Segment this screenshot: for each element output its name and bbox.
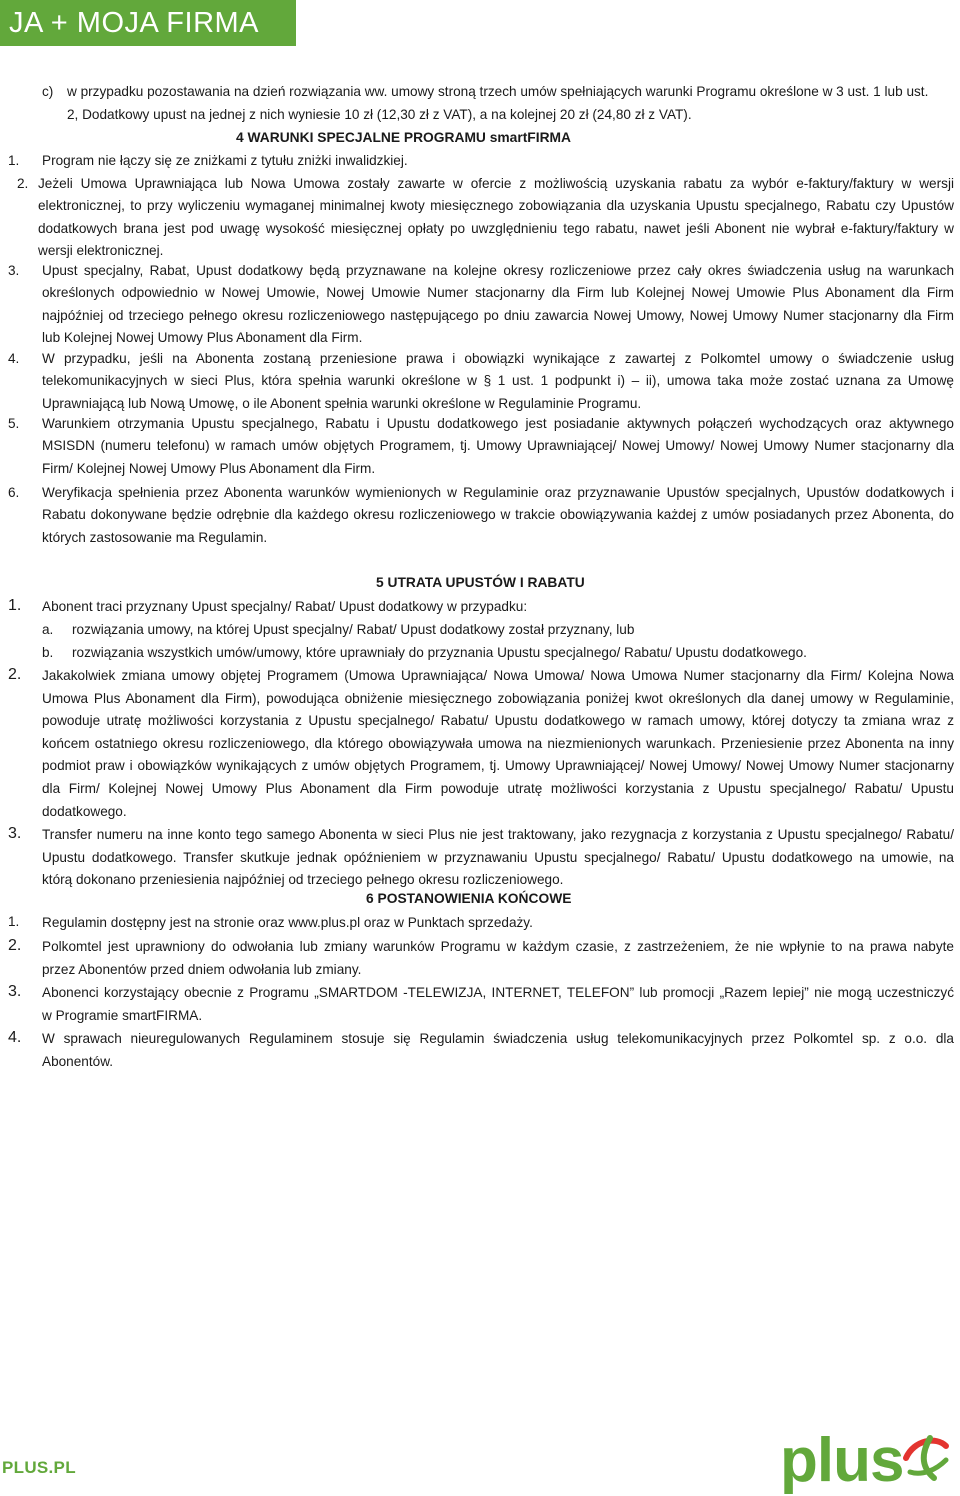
paragraph-line: Jakakolwiek zmiana umowy objętej Programem (Umowa Uprawniająca/ Nowa Umowa/ Nowa Umowa Numer stacjonarny dla Firm/ Kolejna Nowa bbox=[42, 668, 954, 683]
paragraph-line: powoduje utratę możliwości korzystania z Upustu specjalnego/ Rabatu/ Upustu dodatkowego w ramach umowy, której dotyczy ta zmiana wraz z bbox=[42, 713, 954, 729]
paragraph-line: Upust specjalny, Rabat, Upust dodatkowy będą przyznawane na kolejne okresy rozliczeniowe przez cały okres świadczenia usług na warunkach bbox=[42, 263, 954, 278]
paragraph-line: MSISDN (numeru telefonu) w ramach umów objętych Programem, tj. Umowy Uprawniającej/ Nowej Umowy/ Nowej Umowy Numer stacjonarny dla bbox=[42, 438, 954, 454]
paragraph-line: Weryfikacja spełnienia przez Abonenta warunków wymienionych w Regulaminie oraz przyznawanie Upustów specjalnych, Upustów dodatkowych i bbox=[42, 485, 954, 500]
paragraph-line: dodatkowych brana jest pod uwagę wysokość miesięcznej opłaty po uwzględnieniu tego rabatu, nawet jeśli Abonent nie wybrał e-faktury/faktury w bbox=[38, 220, 954, 236]
paragraph-line: Program nie łączy się ze zniżkami z tytułu zniżki inwalidzkiej. bbox=[42, 153, 408, 168]
paragraph-line: Polkomtel jest uprawniony do odwołania lub zmiany warunków Programu w każdym czasie, z zastrzeżeniem, że nie wpłynie to na prawa nabyte bbox=[42, 939, 954, 954]
list-number: 1. bbox=[8, 153, 20, 168]
list-marker: c) bbox=[42, 84, 54, 99]
paragraph-line: Abonenci korzystający obecnie z Programu „SMARTDOM -TELEWIZJA, INTERNET, TELEFON” lub promocji „Razem lepiej” nie mogą uczestniczyć bbox=[42, 985, 954, 1000]
list-number: 4. bbox=[8, 351, 20, 366]
paragraph-line: Abonentów. bbox=[42, 1053, 114, 1069]
paragraph-line: wersji elektronicznej. bbox=[38, 242, 164, 258]
paragraph-line: telekomunikacyjnych w sieci Plus, która spełnia warunki określone w § 1 ust. 1 podpunkt i) – ii), umowa taka może zostać uznana za Umowę bbox=[42, 373, 954, 389]
paragraph-line: określonych odpowiednio w Nowej Umowie, Nowej Umowie Numer stacjonarny dla Firm lub Kolejnej Nowej Umowie Plus Abonament dla Firm bbox=[42, 285, 954, 301]
paragraph-line: przez Abonentów przed dniem odwołania lub zmiany. bbox=[42, 961, 362, 977]
list-number: 4. bbox=[8, 1029, 22, 1046]
paragraph-line: których zastosowanie ma Regulamin. bbox=[42, 529, 268, 545]
paragraph-line: dla Firm/ Kolejnej Nowej Umowy Plus Abonament dla Firm powoduje utratę możliwości korzystania z Upustu specjalnego/ Rabatu/ Upustu bbox=[42, 781, 954, 796]
paragraph-line: Warunkiem otrzymania Upustu specjalnego, Rabatu i Upustu dodatkowego jest posiadanie aktywnych połączeń wychodzących oraz aktywnego bbox=[42, 416, 954, 431]
section-heading: 5 UTRATA UPUSTÓW I RABATU bbox=[376, 575, 585, 590]
paragraph-line: którą dokonano przeniesienia najpóźniej od trzeciego pełnego okresu rozliczeniowego. bbox=[42, 872, 564, 887]
section-heading: 6 POSTANOWIENIA KOŃCOWE bbox=[366, 891, 572, 906]
list-number: 1. bbox=[8, 914, 20, 929]
list-number: 2. bbox=[17, 176, 29, 191]
paragraph-line: w przypadku pozostawania na dzień rozwiązania ww. umowy stroną trzech umów spełniających warunki Programu określone w 3 ust. 1 lub ust. bbox=[67, 84, 929, 99]
list-number: 6. bbox=[8, 485, 20, 500]
list-number: 3. bbox=[8, 825, 22, 842]
paragraph-line: W sprawach nieuregulowanych Regulaminem stosuje się Regulamin świadczenia usług telekomunikacyjnych przez Polkomtel sp. z o.o. dla bbox=[42, 1031, 954, 1046]
paragraph-line: w Programie smartFIRMA. bbox=[42, 1007, 203, 1023]
paragraph-line: dodatkowego. bbox=[42, 803, 127, 819]
paragraph-line: najpóźniej od trzeciego pełnego okresu rozliczeniowego następującego po dniu zawarcia Nowej Umowy, Nowej Umowy Numer stacjonarny dla Firm bbox=[42, 307, 954, 323]
paragraph-line: Transfer numeru na inne konto tego samego Abonenta w sieci Plus nie jest traktowany, jako rezygnacja z korzystania z Upustu specjalnego/ Rabatu/ bbox=[42, 827, 954, 842]
list-number: 3. bbox=[8, 983, 22, 1000]
list-marker: a. bbox=[42, 622, 54, 637]
paragraph-line: rozwiązania umowy, na której Upust specjalny/ Rabat/ Upust dodatkowy został przyznany, lub bbox=[72, 622, 635, 637]
paragraph-line: Rabatu dokonywane będzie odrębnie dla każdego okresu rozliczeniowego w trakcie obowiązywania każdej z umów posiadanych przez Abonenta, do bbox=[42, 507, 954, 523]
list-number: 5. bbox=[8, 416, 20, 431]
list-number: 2. bbox=[8, 937, 22, 954]
paragraph-line: końcem ostatniego okresu rozliczeniowego, dla którego obowiązywała umowa na niezmienionych warunkach. Przeniesienie przez Abonenta na inny bbox=[42, 735, 954, 751]
brand-title: JA + MOJA FIRMA bbox=[9, 7, 260, 39]
paragraph-line: Jeżeli Umowa Uprawniająca lub Nowa Umowa zostały zawarte w ofercie z możliwością uzyskania rabatu za wybór e-faktury/faktury w wersji bbox=[38, 176, 954, 191]
plus-swirl-icon bbox=[900, 1432, 952, 1484]
paragraph-line: Regulamin dostępny jest na stronie oraz www.plus.pl oraz w Punktach sprzedaży. bbox=[42, 915, 533, 930]
paragraph-line: Firm/ Kolejnej Nowej Umowy Plus Abonament dla Firm. bbox=[42, 460, 376, 476]
list-number: 3. bbox=[8, 263, 20, 278]
paragraph-line: Upustu dodatkowego. Transfer skutkuje jednak opóźnieniem w przyznawaniu Upustu specjalnego/ Rabatu/ Upustu dodatkowego na umowie, na bbox=[42, 849, 954, 865]
paragraph-line: 2, Dodatkowy upust na jednej z nich wyniesie 10 zł (12,30 zł z VAT), a na kolejnej 20 zł (24,80 zł z VAT). bbox=[67, 107, 692, 122]
header-banner bbox=[0, 0, 296, 46]
paragraph-line: podmiot praw i obowiązków wynikających z umów objętych Programem, tj. Umowy Uprawniającej/ Nowej Umowy/ Nowej Umowy Numer stacjonarny bbox=[42, 758, 954, 774]
section-heading: 4 WARUNKI SPECJALNE PROGRAMU smartFIRMA bbox=[236, 130, 571, 145]
paragraph-line: W przypadku, jeśli na Abonenta zostaną przeniesione prawa i obowiązki wynikające z zawartej z Polkomtel umowy o świadczenie usług bbox=[42, 351, 954, 366]
list-number: 1. bbox=[8, 597, 22, 614]
list-marker: b. bbox=[42, 645, 54, 660]
paragraph-line: Uprawniającą lub Nową Umowę, o ile Abonent spełnia warunki określone w Regulaminie Programu. bbox=[42, 395, 642, 411]
paragraph-line: Abonent traci przyznany Upust specjalny/ Rabat/ Upust dodatkowy w przypadku: bbox=[42, 599, 528, 614]
paragraph-line: rozwiązania wszystkich umów/umowy, które uprawniały do przyznania Upustu specjalnego/ Rabatu/ Upustu dodatkowego. bbox=[72, 645, 807, 660]
footer-url: PLUS.PL bbox=[2, 1458, 76, 1477]
plus-logo bbox=[780, 1425, 903, 1496]
paragraph-line: Umowa Plus Abonament dla Firm), powodująca obniżenie miesięcznego zobowiązania poniżej kwot określonych dla danej umowy w Regulaminie, bbox=[42, 690, 954, 706]
paragraph-line: elektronicznej, to przy wyliczeniu wymaganej minimalnej kwoty miesięcznego zobowiązania dla uzyskania Upustu specjalnego, Rabatu czy Upustów bbox=[38, 198, 954, 214]
paragraph-line: lub Kolejnej Nowej Umowy Plus Abonament dla Firm. bbox=[42, 329, 363, 345]
plus-logo-text: plus bbox=[780, 1426, 904, 1495]
list-number: 2. bbox=[8, 666, 22, 683]
